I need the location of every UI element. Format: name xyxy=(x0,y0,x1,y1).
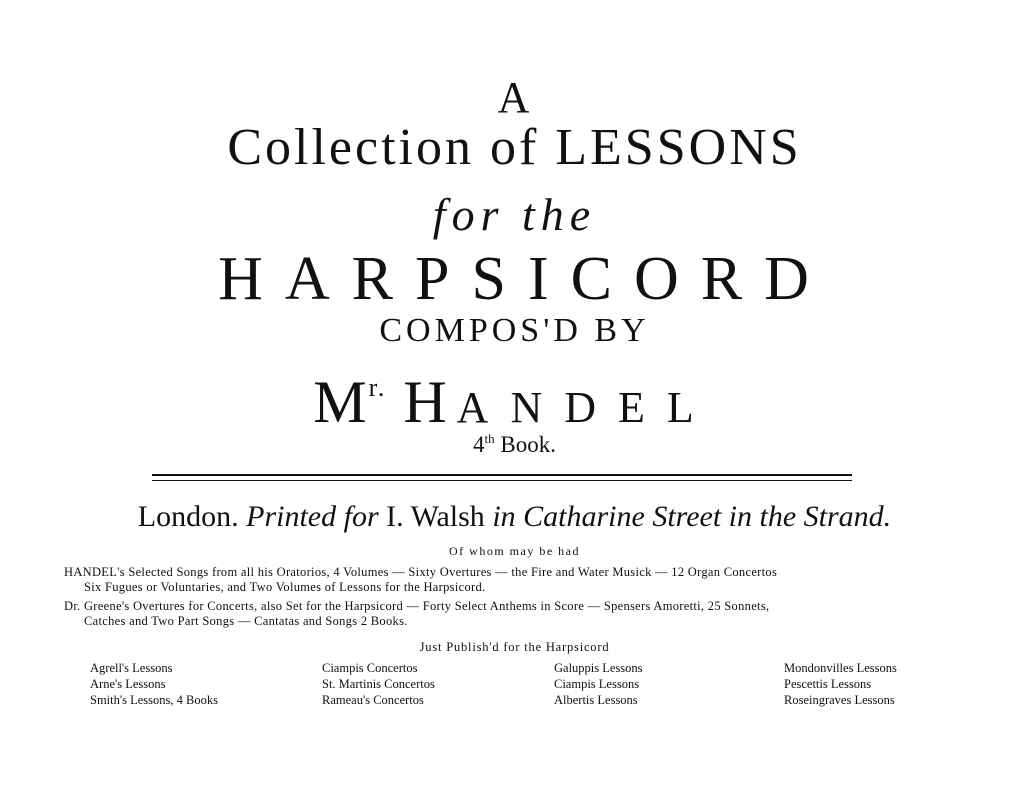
divider-rule-thin xyxy=(152,480,852,481)
imprint-address: in Catharine Street in the Strand. xyxy=(492,500,892,533)
catalogue-column-3 xyxy=(554,660,643,708)
list-item: Ciampis Concertos xyxy=(322,661,418,675)
title-composed-by: COMPOS'D BY xyxy=(379,312,650,349)
composer-honorific: $M^{r.}$ xyxy=(313,369,387,435)
catalogue-heading: Of whom may be had xyxy=(449,544,580,558)
list-item: Arne's Lessons xyxy=(90,677,166,691)
catalogue-greene-line-2: Catches and Two Part Songs — Cantatas and Songs 2 Books. xyxy=(84,614,408,628)
catalogue-greene-line-1: Dr. Greene's Overtures for Concerts, also Set for the Harpsicord — Forty Select Anthems in Score — Spensers Amoretti, 25 Sonnets, xyxy=(64,599,770,613)
divider-rule-thick xyxy=(152,474,852,476)
list-item: Agrell's Lessons xyxy=(90,661,173,675)
catalogue-column-2 xyxy=(322,660,435,708)
composer-name xyxy=(0,368,1029,437)
catalogue-column-4 xyxy=(784,660,897,708)
list-item: Albertis Lessons xyxy=(554,693,638,707)
list-item: Rameau's Concertos xyxy=(322,693,424,707)
imprint xyxy=(0,500,1029,534)
list-item: Mondonvilles Lessons xyxy=(784,661,897,675)
title-for-the: for the xyxy=(432,189,597,240)
catalogue-handel-line-1: HANDEL's Selected Songs from all his Oratorios, 4 Volumes — Sixty Overtures — the Fire and Water Musick — 12 Organ Concertos xyxy=(64,565,778,579)
catalogue-handel-line-2: Six Fugues or Voluntaries, and Two Volumes of Lessons for the Harpsicord. xyxy=(84,580,486,594)
imprint-printer: I. Walsh xyxy=(386,500,485,533)
title-instrument: HARPSICORD xyxy=(218,245,831,313)
list-item: Roseingraves Lessons xyxy=(784,693,895,707)
imprint-printed-for: Printed for xyxy=(246,500,379,533)
title-collection: Collection of LESSONS xyxy=(227,119,802,176)
list-item: Galuppis Lessons xyxy=(554,661,643,675)
list-item: Pescettis Lessons xyxy=(784,677,872,691)
book-number: 4th Book. xyxy=(473,431,556,457)
list-item: St. Martinis Concertos xyxy=(322,677,435,691)
list-item: Ciampis Lessons xyxy=(554,677,640,691)
list-item: Smith's Lessons, 4 Books xyxy=(90,693,218,707)
composer-initial: H xyxy=(403,369,457,435)
just-published-heading: Just Publish'd for the Harpsicord xyxy=(419,640,610,654)
catalogue-column-1 xyxy=(90,660,218,708)
imprint-city: London. xyxy=(137,500,239,533)
title-article: A xyxy=(497,73,532,122)
composer-surname: ANDEL xyxy=(456,383,716,432)
